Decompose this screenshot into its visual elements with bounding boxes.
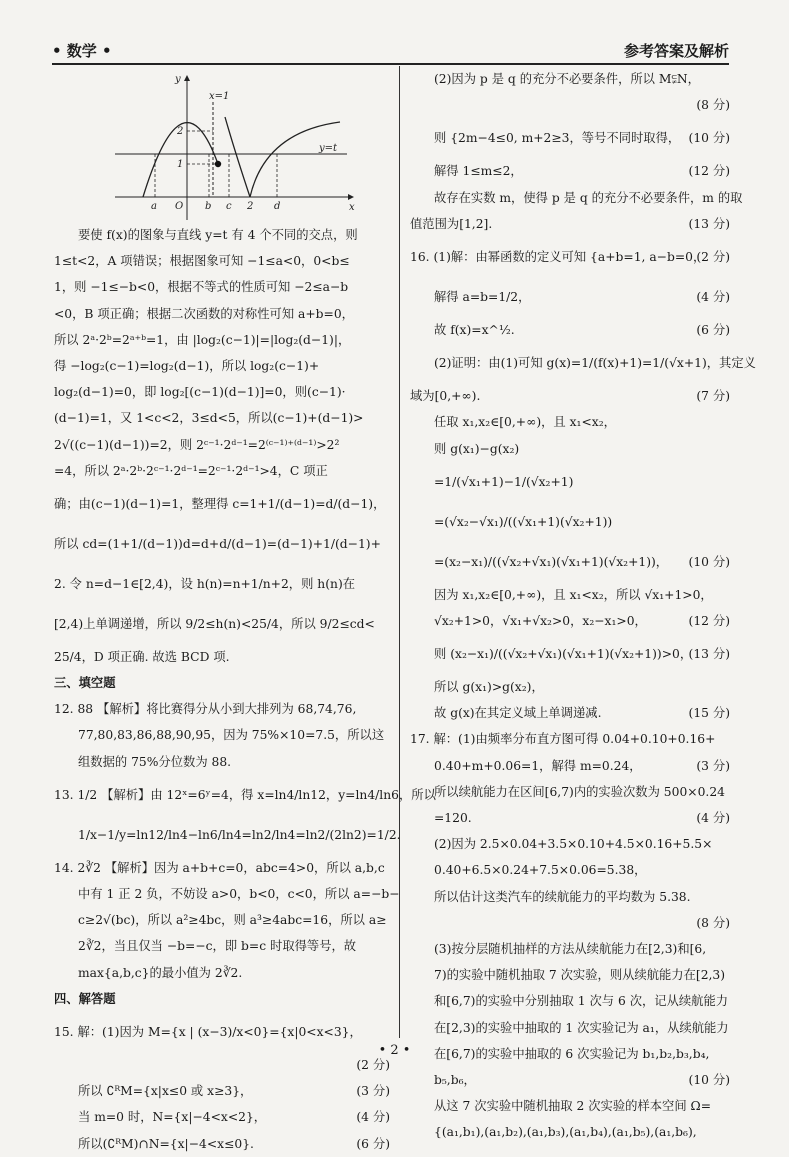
text-line: 要使 f(x)的图象与直线 y=t 有 4 个不同的交点，则 — [78, 228, 358, 242]
text-line: (2)因为 p 是 q 的充分不必要条件，所以 M⫋N， — [434, 72, 700, 86]
text-line: =120. (4 分) — [410, 805, 730, 831]
score: (12 分) — [688, 613, 730, 628]
score: (3 分) — [356, 1084, 390, 1099]
text-line: 在[2,3)的实验中抽取的 1 次实验记为 a₁，从续航能力 — [434, 1020, 729, 1035]
score: (13 分) — [688, 647, 730, 662]
text-line: 1，则 −1≤−b<0，根据不等式的性质可知 −2≤a−b — [54, 280, 349, 295]
text-line: max{a,b,c}的最小值为 2∛2. — [78, 965, 243, 980]
text-line: =4，所以 2ᵃ·2ᵇ·2ᶜ⁻¹·2ᵈ⁻¹=2ᶜ⁻¹·2ᵈ⁻¹>4，C 项正 — [54, 463, 328, 478]
text-line: 域为[0,+∞). (7 分) — [410, 383, 730, 409]
text-line: 则 {2m−4≤0, m+2≥3，等号不同时取得， (10 分) — [410, 118, 730, 158]
text-line: 所以 cd=(1+1/(d−1))d=d+d/(d−1)=(d−1)+1/(d−1)+ — [54, 536, 381, 551]
text-line: 和[6,7)的实验中分别抽取 1 次与 6 次，记从续航能力 — [434, 994, 729, 1009]
graph-label-x: x — [349, 202, 355, 213]
text-line: 从这 7 次实验中随机抽取 2 次实验的样本空间 Ω= — [434, 1099, 712, 1114]
graph-label-c: c — [226, 201, 232, 212]
text-line: =1/(√x₁+1)−1/(√x₂+1) — [434, 474, 574, 489]
text-line: (d−1)=1，又 1<c<2，3≤d<5，所以(c−1)+(d−1)> — [54, 411, 364, 426]
text-line: =(x₂−x₁)/((√x₂+√x₁)(√x₁+1)(√x₂+1))， (10 分) — [410, 542, 730, 582]
score: (12 分) — [688, 164, 730, 179]
text-line: 故 f(x)=x^½. (6 分) — [410, 317, 730, 343]
text-line: 0.40+6.5×0.24+7.5×0.06=5.38， — [434, 863, 647, 878]
text-line: 得 −log₂(c−1)=log₂(d−1)，所以 log₂(c−1)+ — [54, 358, 320, 373]
text-line: 则 g(x₁)−g(x₂) — [434, 441, 520, 456]
subject-label: • 数学 • — [52, 42, 112, 60]
graph-label-O: O — [175, 201, 184, 212]
text-line: (2)因为 2.5×0.04+3.5×0.10+4.5×0.16+5.5× — [434, 837, 713, 852]
text-line: 77,80,83,86,88,90,95，因为 75%×10=7.5，所以这 — [78, 728, 385, 743]
text-line: 16. (1)解：由幂函数的定义可知 {a+b=1, a−b=0， (2 分) — [410, 237, 730, 277]
text-line: 14. 2∛2 【解析】因为 a+b+c=0，abc=4>0，所以 a,b,c — [54, 860, 385, 875]
section-heading: 三、填空题 — [54, 676, 116, 691]
score: (4 分) — [356, 1110, 390, 1125]
text-line: =(√x₂−√x₁)/((√x₁+1)(√x₂+1)) — [434, 514, 613, 529]
endpoint-dot — [215, 161, 221, 167]
text-line: 13. 1/2 【解析】由 12ˣ=6ʸ=4，得 x=ln4/ln12，y=ln4/ln6，所以 — [54, 787, 436, 802]
score: (15 分) — [688, 706, 730, 721]
text-line: 则 (x₂−x₁)/((√x₂+√x₁)(√x₁+1)(√x₂+1))>0， (13 分) — [410, 634, 730, 674]
text-line: (3)按分层随机抽样的方法从续航能力在[2,3)和[6, — [434, 941, 707, 956]
text-line: 所以估计这类汽车的续航能力的平均数为 5.38. — [434, 889, 691, 904]
text-line: 15. 解：(1)因为 M={x | (x−3)/x<0}={x|0<x<3}， — [54, 1024, 362, 1039]
graph-label-yt: y=t — [319, 143, 338, 154]
score: (3 分) — [696, 758, 730, 773]
text-line: 任取 x₁,x₂∈[0,+∞)，且 x₁<x₂， — [434, 415, 616, 430]
text-line: 17. 解：(1)由频率分布直方图可得 0.04+0.10+0.16+ — [410, 732, 716, 747]
text-line: 故 g(x)在其定义域上单调递减. (15 分) — [410, 700, 730, 726]
text-line: [2,4)上单调递增，所以 9/2≤h(n)<25/4，所以 9/2≤cd< — [54, 616, 375, 631]
text-line: 12. 88 【解析】将比赛得分从小到大排列为 68,74,76, — [54, 702, 357, 717]
graph-label-1: 1 — [177, 159, 184, 170]
text-line: c≥2√(bc)，所以 a²≥4bc，则 a³≥4abc=16，所以 a≥ — [78, 913, 387, 928]
score: (2 分) — [696, 249, 730, 264]
header-rule — [52, 63, 729, 65]
score-line: (8 分) — [696, 98, 730, 113]
graph-label-x1: x=1 — [209, 91, 230, 102]
text-line: 1≤t<2，A 项错误；根据图象可知 −1≤a<0，0<b≤ — [54, 254, 350, 269]
graph-label-d: d — [274, 201, 281, 212]
text-line: 所以 g(x₁)>g(x₂)， — [434, 680, 544, 695]
text-line: (2)证明：由(1)可知 g(x)=1/(f(x)+1)=1/(√x+1)，其定义 — [434, 356, 756, 371]
graph-label-2: 2 — [177, 126, 184, 137]
page-header — [52, 38, 729, 64]
score: (6 分) — [696, 322, 730, 337]
text-line: 解得 1≤m≤2， (12 分) — [410, 158, 730, 184]
graph-label-2x: 2 — [247, 201, 254, 212]
text-line: 故存在实数 m，使得 p 是 q 的充分不必要条件，m 的取 — [434, 190, 743, 205]
right-column — [410, 66, 756, 1145]
graph-label-y: y — [175, 74, 181, 85]
text-line: log₂(d−1)=0，即 log₂[(c−1)(d−1)]=0，则(c−1)· — [54, 385, 346, 400]
text-line: {(a₁,b₁),(a₁,b₂),(a₁,b₃),(a₁,b₄),(a₁,b₅),(a₁,b₆), — [434, 1125, 697, 1140]
text-line: 2. 令 n=d−1∈[2,4)，设 h(n)=n+1/n+2，则 h(n)在 — [54, 576, 356, 591]
text-line: 所以 ∁ᴿM={x|x≤0 或 x≥3}， (3 分) — [54, 1078, 390, 1104]
text-line: 值范围为[1,2]. (13 分) — [410, 211, 730, 237]
score: (4 分) — [696, 811, 730, 825]
score: (10 分) — [688, 1072, 730, 1087]
text-line: 所以 2ᵃ·2ᵇ=2ᵃ⁺ᵇ=1，由 |log₂(c−1)|=|log₂(d−1)|， — [54, 332, 351, 347]
log-curve-right — [250, 122, 340, 197]
text-line: 中有 1 正 2 负，不妨设 a>0，b<0，c<0，所以 a=−b− — [78, 887, 400, 901]
text-line: b₅,b₆， (10 分) — [410, 1067, 730, 1093]
score-line: (8 分) — [696, 915, 730, 930]
text-line: 确；由(c−1)(d−1)=1，整理得 c=1+1/(d−1)=d/(d−1)， — [54, 496, 386, 511]
score-line: (2 分) — [356, 1057, 390, 1072]
section-heading: 四、解答题 — [54, 991, 116, 1006]
text-line: 7)的实验中随机抽取 7 次实验，则从续航能力在[2,3) — [434, 968, 726, 983]
score: (6 分) — [356, 1136, 390, 1151]
graph-label-a: a — [151, 201, 157, 212]
score: (4 分) — [696, 289, 730, 304]
graph-label-b: b — [205, 201, 212, 212]
document-title: 参考答案及解析 — [623, 42, 729, 60]
text-line: 2√((c−1)(d−1))=2，则 2ᶜ⁻¹·2ᵈ⁻¹=2⁽ᶜ⁻¹⁾⁺⁽ᵈ⁻¹⁾>2² — [54, 437, 340, 452]
function-graph — [115, 72, 360, 222]
text-line: 因为 x₁,x₂∈[0,+∞)，且 x₁<x₂，所以 √x₁+1>0， — [434, 587, 713, 602]
page-number: • 2 • — [378, 1043, 411, 1058]
text-line: 2∛2，当且仅当 −b=−c，即 b=c 时取得等号，故 — [78, 939, 357, 954]
score: (10 分) — [688, 131, 730, 146]
score: (7 分) — [696, 389, 730, 404]
text-line: 在[6,7)的实验中抽取的 6 次实验记为 b₁,b₂,b₃,b₄, — [434, 1046, 710, 1061]
text-line: <0，B 项正确；根据二次函数的对称性可知 a+b=0， — [54, 306, 354, 321]
text-line: 25/4，D 项正确. 故选 BCD 项. — [54, 649, 230, 664]
text-line: 所以(∁ᴿM)∩N={x|−4<x≤0}. (6 分) — [54, 1131, 390, 1157]
score: (13 分) — [688, 216, 730, 231]
text-line: 0.40+m+0.06=1，解得 m=0.24， (3 分) — [410, 753, 730, 779]
text-line: 1/x−1/y=ln12/ln4−ln6/ln4=ln2/ln4=ln2/(2ln2)=1/2. — [78, 827, 401, 842]
score: (10 分) — [688, 554, 730, 569]
text-line: 当 m=0 时，N={x|−4<x<2}， (4 分) — [54, 1104, 390, 1130]
text-line: 组数据的 75%分位数为 88. — [78, 754, 232, 769]
text-line: 所以续航能力在区间[6,7)内的实验次数为 500×0.24 — [434, 784, 725, 799]
text-line: 解得 a=b=1/2， (4 分) — [410, 277, 730, 317]
text-line: √x₂+1>0，√x₁+√x₂>0，x₂−x₁>0， (12 分) — [410, 608, 730, 634]
left-column — [54, 222, 436, 1157]
